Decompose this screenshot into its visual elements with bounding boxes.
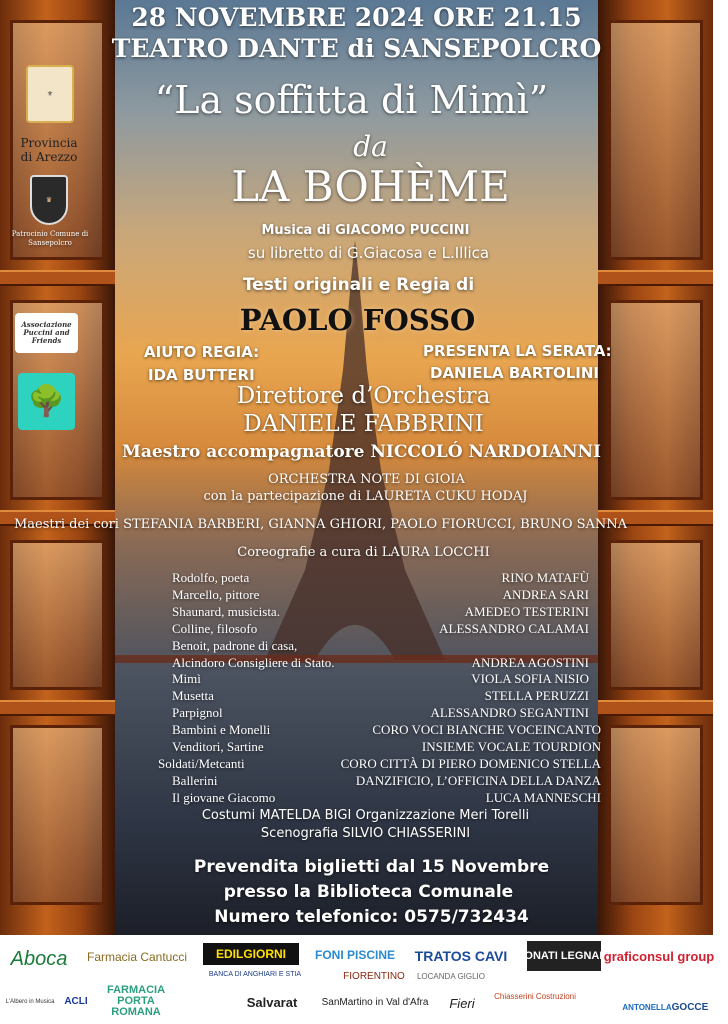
tickets-phone: Numero telefonico: 0575/732434 bbox=[214, 907, 529, 927]
host-label: PRESENTA LA SERATA: bbox=[423, 342, 612, 360]
provincia-crest-icon: ⚜ bbox=[26, 65, 74, 123]
cast-role: Il giovane Giacomo bbox=[172, 789, 276, 805]
sponsor-logo: SanMartino in Val d'Afra bbox=[321, 997, 429, 1008]
sponsor-logo: ANTONELLA bbox=[622, 1003, 672, 1012]
sponsor-logo: EDILGIORNI bbox=[203, 943, 299, 965]
director-name: PAOLO FOSSO bbox=[239, 303, 476, 337]
cast-role: Colline, filosofo bbox=[172, 620, 258, 636]
cast-row bbox=[0, 638, 713, 655]
cast-row bbox=[0, 570, 713, 587]
sponsor-logo: LOCANDA GIGLIO bbox=[416, 972, 486, 981]
sponsor-logo: Farmacia Cantucci bbox=[86, 950, 188, 964]
sponsor-logo: graficonsul group bbox=[603, 948, 715, 964]
puccini-friends-logo: Associazione Puccini and Friends bbox=[15, 313, 78, 353]
cast-artist: STELLA PERUZZI bbox=[484, 688, 589, 704]
opera-title: LA BOHÈME bbox=[231, 162, 510, 211]
choreography: Coreografie a cura di LAURA LOCCHI bbox=[237, 545, 490, 560]
cast-row bbox=[0, 688, 713, 705]
sponsor-logo: Fieri bbox=[449, 995, 475, 1011]
sponsors-strip bbox=[0, 935, 713, 1024]
assistant-name: IDA BUTTERI bbox=[148, 366, 255, 384]
direction-label: Testi originali e Regia di bbox=[242, 275, 475, 295]
sponsor-logo: FARMACIA PORTA ROMANA bbox=[106, 983, 166, 1018]
sponsor-logo: DONATI LEGNAMI bbox=[527, 941, 601, 971]
cast-role: Ballerini bbox=[172, 772, 218, 788]
cast-row bbox=[0, 773, 713, 790]
cast-role: Parpignol bbox=[172, 705, 223, 721]
cast-artist: INSIEME VOCALE TOURDION bbox=[421, 739, 601, 754]
cast-row bbox=[0, 739, 713, 756]
show-title: “La soffitta di Mimì” bbox=[154, 78, 549, 122]
cast-row bbox=[0, 790, 713, 807]
sponsor-logo: BANCA DI ANGHIARI E STIA bbox=[208, 970, 302, 978]
libretto-credit: su libretto di G.Giacosa e L.Illica bbox=[247, 244, 490, 262]
cast-role: Marcello, pittore bbox=[172, 586, 260, 602]
cast-artist: VIOLA SOFIA NISIO bbox=[471, 671, 589, 687]
accompanist: Maestro accompagnatore NICCOLÓ NARDOIANNI bbox=[122, 442, 601, 462]
costumes-organization: Costumi MATELDA BIGI Organizzazione Meri Torelli bbox=[201, 808, 530, 823]
cast-row bbox=[0, 671, 713, 688]
orchestra: ORCHESTRA NOTE DI GIOIA bbox=[268, 472, 465, 487]
sponsor-logo: Chiasserini Costruzioni bbox=[494, 992, 576, 1001]
cast-row bbox=[0, 756, 713, 773]
tickets-location: presso la Biblioteca Comunale bbox=[223, 882, 514, 902]
cast-role: Venditori, Sartine bbox=[172, 739, 264, 754]
tree-music-logo: 🌳 bbox=[18, 373, 75, 430]
sponsor-logo: Salvarat bbox=[246, 994, 298, 1010]
cast-artist: RINO MATAFÙ bbox=[501, 570, 589, 585]
cast-row bbox=[0, 621, 713, 638]
cast-artist: AMEDEO TESTERINI bbox=[464, 603, 589, 619]
cast-artist: CORO VOCI BIANCHE VOCEINCANTO bbox=[372, 722, 601, 738]
sponsor-logo: ACLI bbox=[64, 996, 88, 1007]
cast-role: Bambini e Monelli bbox=[172, 722, 271, 738]
sponsor-logo: GOCCE bbox=[671, 1002, 709, 1013]
sponsor-logo: Aboca bbox=[10, 948, 68, 970]
choir-masters: Maestri dei cori STEFANIA BARBERI, GIANNA GHIORI, PAOLO FIORUCCI, BRUNO SANNA bbox=[14, 517, 628, 532]
cast-artist: ALESSANDRO CALAMAI bbox=[439, 620, 589, 636]
cast-row bbox=[0, 705, 713, 722]
cast-role: Soldati/Metcanti bbox=[158, 755, 245, 771]
conductor-label: Direttore d’Orchestra bbox=[236, 383, 491, 409]
title-from: da bbox=[353, 130, 388, 163]
conductor-name: DANIELE FABBRINI bbox=[243, 411, 484, 437]
tickets-presale: Prevendita biglietti dal 15 Novembre bbox=[193, 857, 550, 877]
cast-row bbox=[0, 604, 713, 621]
cast-artist: DANZIFICIO, L’OFFICINA DELLA DANZA bbox=[355, 772, 601, 788]
provincia-label: Provincia di Arezzo bbox=[20, 136, 78, 165]
participation: con la partecipazione di LAURETA CUKU HODAJ bbox=[203, 489, 528, 504]
assistant-label: AIUTO REGIA: bbox=[144, 343, 260, 361]
cast-role: Rodolfo, poeta bbox=[172, 570, 250, 585]
cast-artist: CORO CITTÀ DI PIERO DOMENICO STELLA bbox=[340, 755, 601, 771]
comune-crest-icon: ♛ bbox=[30, 175, 68, 225]
music-credit: Musica di GIACOMO PUCCINI bbox=[261, 223, 470, 238]
cast-role: Mimì bbox=[172, 671, 201, 687]
cast-row bbox=[0, 655, 713, 672]
cast-artist: ANDREA SARI bbox=[502, 586, 589, 602]
cast-role: Benoit, padrone di casa, bbox=[172, 637, 298, 653]
cast-artist: ANDREA AGOSTINI bbox=[471, 654, 589, 670]
host-name: DANIELA BARTOLINI bbox=[430, 364, 600, 382]
sponsor-logo: FIORENTINO bbox=[343, 971, 405, 982]
scenography: Scenografia SILVIO CHIASSERINI bbox=[260, 826, 471, 841]
cast-artist: ALESSANDRO SEGANTINI bbox=[430, 705, 589, 721]
cast-artist: LUCA MANNESCHI bbox=[485, 789, 601, 805]
sponsor-logo: TRATOS CAVI bbox=[414, 948, 508, 964]
cast-role: Shaunard, musicista. bbox=[172, 603, 280, 619]
cast-row bbox=[0, 587, 713, 604]
event-venue: TEATRO DANTE di SANSEPOLCRO bbox=[111, 34, 602, 63]
event-date-time: 28 NOVEMBRE 2024 ORE 21.15 bbox=[131, 3, 582, 32]
cast-row bbox=[0, 722, 713, 739]
sponsor-logo: FONI PISCINE bbox=[314, 948, 395, 962]
comune-label: Patrocinio Comune di Sansepolcro bbox=[11, 230, 89, 248]
sponsor-logo: L'Albero in Musica bbox=[5, 999, 55, 1005]
cast-role: Alcindoro Consigliere di Stato. bbox=[172, 654, 335, 670]
cast-role: Musetta bbox=[172, 688, 214, 704]
